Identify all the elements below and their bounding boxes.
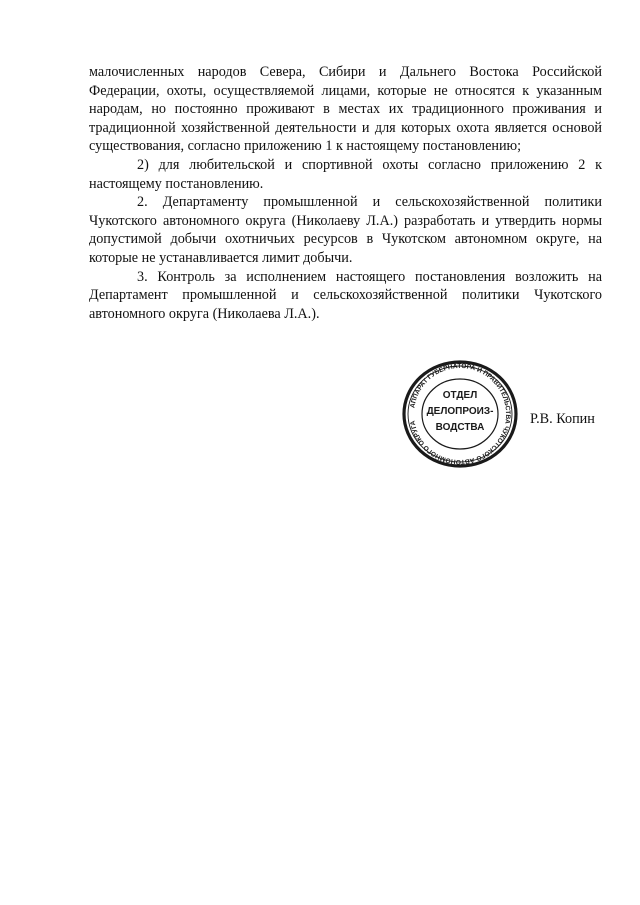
stamp-line-2: ДЕЛОПРОИЗ- <box>426 406 494 417</box>
official-stamp <box>399 359 521 469</box>
paragraph-clause-2: 2. Департаменту промышленной и сельскохозяйственной политики Чукотского автономного округа (Николаеву Л.А.) разработать и утвердить нормы допустимой добычи охотничьих ресурсов в Чукотском автономном округе, на которые не устанавливается лимит добычи. <box>89 194 602 266</box>
paragraph-clause-3: 3. Контроль за исполнением настоящего постановления возложить на Департамент промышленной и сельскохозяйственной политики Чукотского автономного округа (Николаева Л.А.). <box>89 268 602 322</box>
paragraph-continuation: малочисленных народов Севера, Сибири и Дальнего Востока Российской Федерации, охоты, осуществляемой лицами, которые не относятся к указанным народам, но постоянно проживают в местах их традиционного проживания и традиционной хозяйственной деятельности и для которых охота является основой существования, согласно приложению 1 к настоящему постановлению; <box>89 64 602 155</box>
stamp-line-3: ВОДСТВА <box>435 422 485 433</box>
stamp-ring-text: АППАРАТ ГУБЕРНАТОРА И ПРАВИТЕЛЬСТВА ЧУКОТСКОГО АВТОНОМНОГО ОКРУГА <box>409 362 512 466</box>
signatory-name: Р.В. Копин <box>530 411 595 427</box>
paragraph-item-2: 2) для любительской и спортивной охоты согласно приложению 2 к настоящему постановлению. <box>89 156 602 192</box>
stamp-line-1: ОТДЕЛ <box>442 390 478 401</box>
document-body <box>89 63 602 323</box>
